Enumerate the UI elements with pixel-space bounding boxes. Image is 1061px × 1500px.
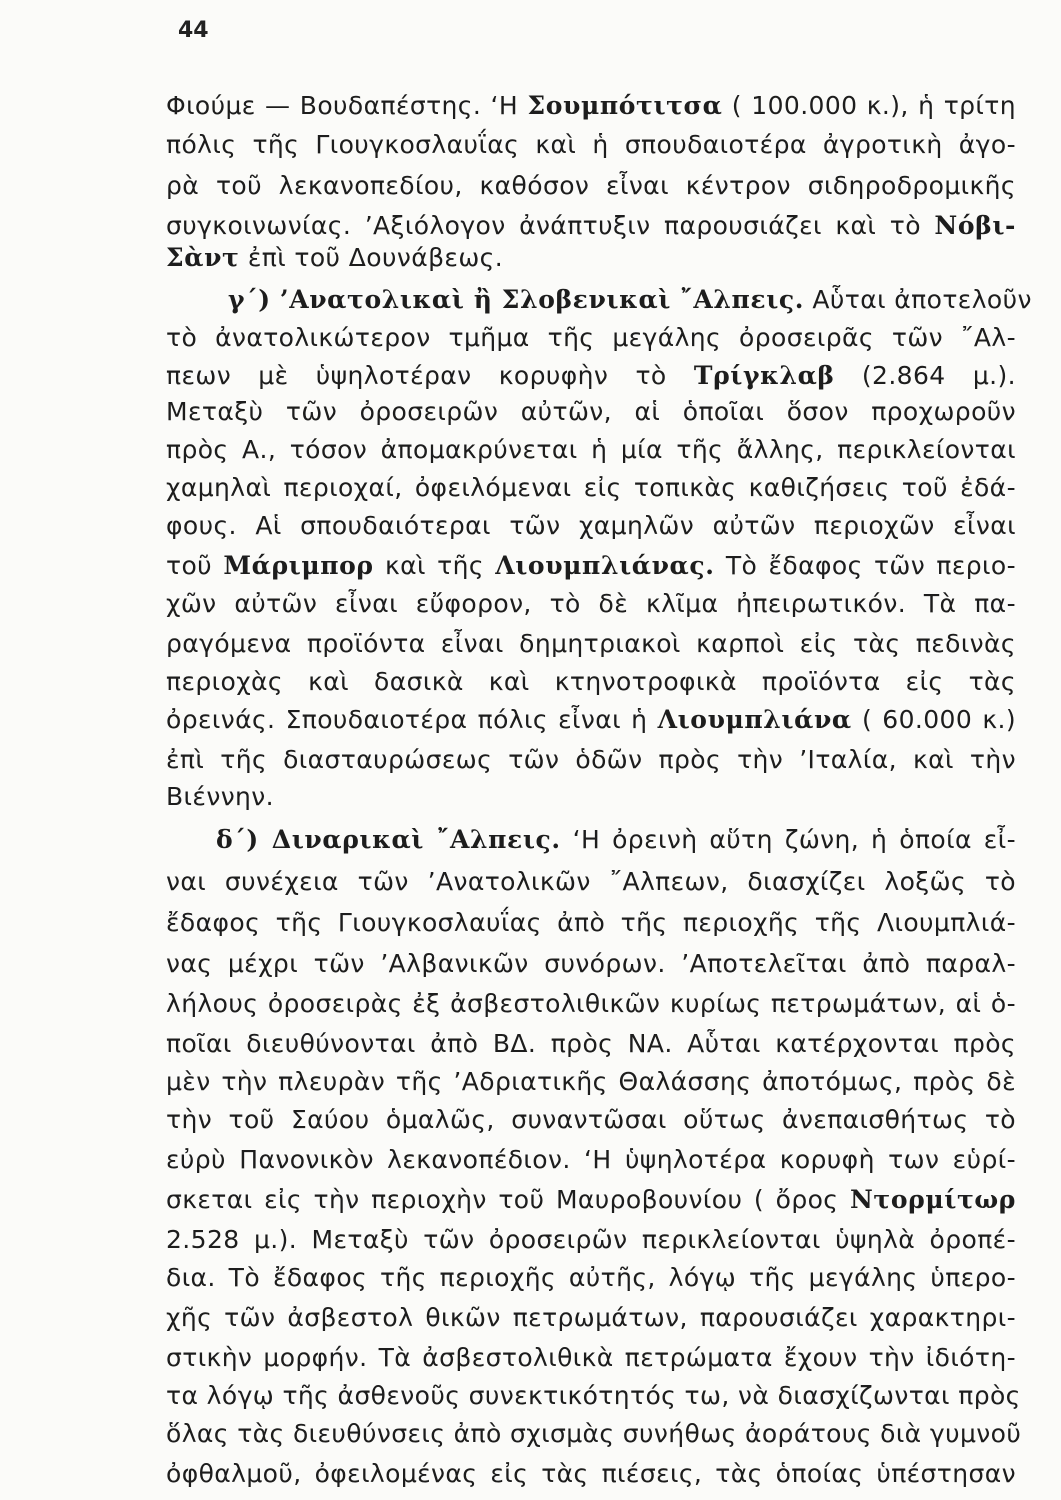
text-segment: συγκοινωνίας. ’Αξιόλογον ἀνάπτυξιν παρουσιάζει καὶ τὸ xyxy=(166,211,935,240)
text-line xyxy=(166,392,1016,432)
text-segment: ναι συνέχεια τῶν ’Ανατολικῶν ῎Αλπεων, διασχίζει λοξῶς τὸ xyxy=(166,867,1016,896)
text-line xyxy=(166,1062,1016,1102)
text-line xyxy=(166,1024,1016,1064)
text-line xyxy=(166,862,1016,902)
text-line xyxy=(166,1140,1016,1180)
text-segment: Φιούμε — Βουδαπέστης. ‘Η xyxy=(166,91,528,120)
bold-term: Σουμπότιτσα xyxy=(527,91,723,120)
text-segment: δια. Τὸ ἔδαφος τῆς περιοχῆς αὐτῆς, λόγῳ τῆς μεγάλης ὑπερο- xyxy=(166,1263,1016,1292)
text-segment: ἔδαφος τῆς Γιουγκοσλαυΐας ἀπὸ τῆς περιοχῆς τῆς Λιουμπλιά- xyxy=(166,908,1016,937)
text-line xyxy=(166,1338,1016,1378)
text-line xyxy=(166,944,1016,984)
text-line xyxy=(166,584,1016,624)
text-segment: ὀφθαλμοῦ, ὀφειλομένας εἰς τὰς πιέσεις, τὰς ὁποίας ὑπέστησαν xyxy=(166,1459,1016,1488)
text-line xyxy=(166,1180,1016,1220)
text-segment: ποῖαι διευθύνονται ἀπὸ ΒΔ. πρὸς ΝΑ. Αὗται κατέρχονται πρὸς xyxy=(166,1029,1016,1058)
text-line xyxy=(166,166,1016,206)
bold-term: Λιουμπλιάνας. xyxy=(495,551,715,580)
text-line xyxy=(166,624,1016,664)
text-line xyxy=(166,1220,1016,1260)
text-line xyxy=(166,1376,1021,1416)
text-segment: χῶν αὐτῶν εἶναι εὔφορον, τὸ δὲ κλῖμα ἠπειρωτικόν. Τὰ πα- xyxy=(166,589,1016,618)
bold-term: Τρίγκλαβ xyxy=(693,361,835,390)
text-segment: Βιέννην. xyxy=(166,782,275,811)
text-line xyxy=(166,1258,1016,1298)
bold-term: Ντορμίτωρ xyxy=(849,1185,1016,1214)
text-line xyxy=(166,1414,1022,1454)
text-segment: πόλις τῆς Γιουγκοσλαυΐας καὶ ἡ σπουδαιοτέρα ἀγροτικὴ ἀγο- xyxy=(166,130,1016,159)
text-segment: Μεταξὺ τῶν ὀροσειρῶν αὐτῶν, αἱ ὁποῖαι ὅσον προχωροῦν xyxy=(166,397,1016,426)
text-segment: Αὗται ἀποτελοῦν xyxy=(804,285,1032,314)
text-segment: νας μέχρι τῶν ’Αλβανικῶν συνόρων. ’Αποτελεῖται ἀπὸ παραλ- xyxy=(166,949,1016,978)
text-segment: ἐπὶ τῆς διασταυρώσεως τῶν ὁδῶν πρὸς τὴν ’Ιταλία, καὶ τὴν xyxy=(166,745,1016,774)
page-number: 44 xyxy=(178,18,209,43)
text-segment: περιοχὰς καὶ δασικὰ καὶ κτηνοτροφικὰ προϊόντα εἰς τὰς xyxy=(166,667,1016,696)
text-segment: σκεται εἰς τὴν περιοχὴν τοῦ Μαυροβουνίου ( ὄρος xyxy=(166,1185,850,1214)
text-line xyxy=(166,1298,1016,1338)
text-segment: καὶ τῆς xyxy=(373,551,496,580)
text-segment: ὀρεινάς. Σπουδαιοτέρα πόλις εἶναι ἡ xyxy=(166,705,658,734)
bold-term: Νόβι- xyxy=(934,211,1016,240)
text-segment: Τὸ ἔδαφος τῶν περιο- xyxy=(714,551,1017,580)
text-segment: ὅλας τὰς διευθύνσεις ἀπὸ σχισμὰς συνήθως ἀοράτους διὰ γυμνοῦ xyxy=(166,1419,1022,1448)
text-segment: 2.528 μ.). Μεταξὺ τῶν ὀροσειρῶν περικλείονται ὑψηλὰ ὀροπέ- xyxy=(166,1225,1016,1254)
text-segment: τὸ ἀνατολικώτερον τμῆμα τῆς μεγάλης ὀροσειρᾶς τῶν ῎Αλ- xyxy=(166,323,1016,352)
text-line xyxy=(166,356,1016,396)
text-line xyxy=(166,1100,1016,1140)
text-line xyxy=(166,125,1016,165)
text-segment: τα λόγῳ τῆς ἀσθενοῦς συνεκτικότητός τω, νὰ διασχίζωνται πρὸς xyxy=(166,1381,1021,1410)
text-segment: χῆς τῶν ἀσβεστολ θικῶν πετρωμάτων, παρουσιάζει χαρακτηρι- xyxy=(166,1303,1016,1332)
text-segment: τοῦ xyxy=(166,551,224,580)
text-segment: χαμηλαὶ περιοχαί, ὀφειλόμεναι εἰς τοπικὰς καθιζήσεις τοῦ ἐδά- xyxy=(166,473,1016,502)
bold-term: γ΄) ’Ανατολικαὶ ἢ Σλοβενικαὶ ῎Αλπεις. xyxy=(228,285,805,314)
text-line xyxy=(166,777,1016,817)
text-segment: ἐπὶ τοῦ Δουνάβεως. xyxy=(239,243,504,272)
text-line xyxy=(166,740,1016,780)
text-segment: ( 100.000 κ.), ἡ τρίτη xyxy=(722,91,1016,120)
text-line xyxy=(166,238,1016,278)
bold-term: Σὰντ xyxy=(166,243,240,272)
text-segment: εὐρὺ Πανονικὸν λεκανοπέδιον. ‘Η ὑψηλοτέρα κορυφὴ των εὑρί- xyxy=(166,1145,1016,1174)
text-segment: πεων μὲ ὑψηλοτέραν κορυφὴν τὸ xyxy=(166,361,694,390)
bold-term: δ΄) Διναρικαὶ ῎Αλπεις. xyxy=(216,825,561,854)
text-line xyxy=(166,903,1016,943)
text-line xyxy=(216,820,1016,860)
text-line xyxy=(166,86,1016,126)
text-line xyxy=(166,984,1016,1024)
text-segment: ραγόμενα προϊόντα εἶναι δημητριακοὶ καρποὶ εἰς τὰς πεδινὰς xyxy=(166,629,1016,658)
text-line xyxy=(166,468,1016,508)
bold-term: Λιουμπλιάνα xyxy=(657,705,852,734)
text-segment: λήλους ὀροσειρὰς ἐξ ἀσβεστολιθικῶν κυρίως πετρωμάτων, αἱ ὁ- xyxy=(166,989,1016,1018)
text-segment: (2.864 μ.). xyxy=(834,361,1016,390)
text-segment: ρὰ τοῦ λεκανοπεδίου, καθόσον εἶναι κέντρον σιδηροδρομικῆς xyxy=(166,171,1016,200)
bold-term: Μάριμπορ xyxy=(223,551,374,580)
text-line xyxy=(166,318,1016,358)
text-segment: ( 60.000 κ.) xyxy=(851,705,1016,734)
text-line xyxy=(166,662,1016,702)
text-line xyxy=(228,280,1032,320)
text-segment: ‘Η ὀρεινὴ αὕτη ζώνη, ἡ ὁποία εἶ- xyxy=(560,825,1016,854)
text-line xyxy=(166,506,1016,546)
text-segment: φους. Αἱ σπουδαιότεραι τῶν χαμηλῶν αὐτῶν περιοχῶν εἶναι xyxy=(166,511,1016,540)
text-segment: πρὸς Α., τόσον ἀπομακρύνεται ἡ μία τῆς ἄλλης, περικλείονται xyxy=(166,435,1016,464)
text-line xyxy=(166,700,1016,740)
text-segment: μὲν τὴν πλευρὰν τῆς ’Αδριατικῆς Θαλάσσης ἀποτόμως, πρὸς δὲ xyxy=(166,1067,1016,1096)
text-line xyxy=(166,1454,1016,1494)
text-segment: στικὴν μορφήν. Τὰ ἀσβεστολιθικὰ πετρώματα ἔχουν τὴν ἰδιότη- xyxy=(166,1343,1016,1372)
text-line xyxy=(166,430,1016,470)
text-line xyxy=(166,546,1016,586)
text-segment: τὴν τοῦ Σαύου ὁμαλῶς, συναντῶσαι οὕτως ἀνεπαισθήτως τὸ xyxy=(166,1105,1016,1134)
